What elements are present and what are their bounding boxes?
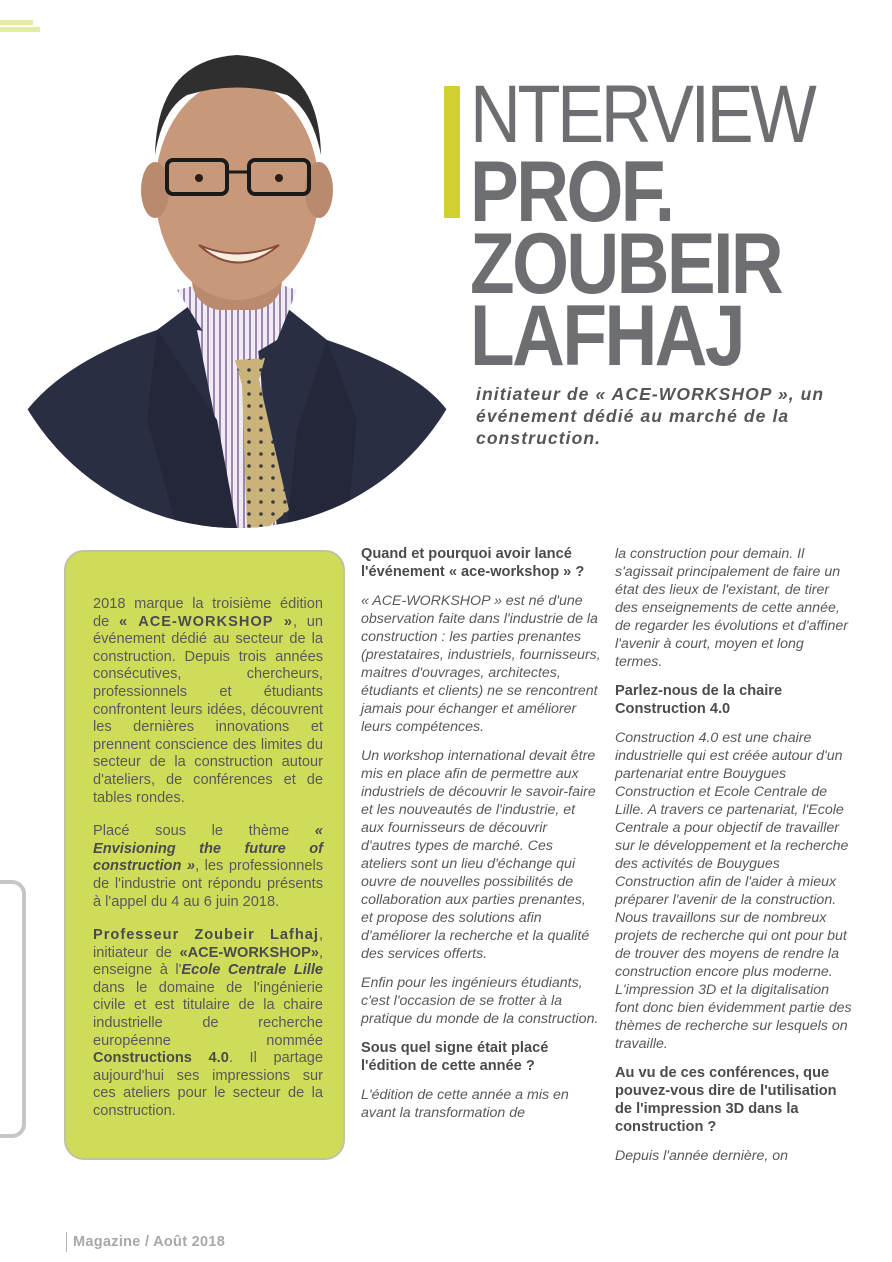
answer-4-paragraph-1: Depuis l'année dernière, on: [615, 1148, 789, 1164]
title-accent-bar: [444, 86, 460, 218]
intro-paragraph-3: Professeur Zoubeir Lafhaj, initiateur de «ACE-WORKSHOP», enseigne à l'Ecole Centrale Lille dans le domaine de l'ingénierie civile et est titulaire de la chaire industrielle de recherche européenne nommée Constructions 4.0. Il partage aujourd'hui ses impressions sur ces ateliers pour le secteur de la construction.: [93, 927, 323, 1120]
event-name: « ACE-WORKSHOP »: [118, 613, 293, 630]
intro-box: [64, 550, 345, 1160]
school-name: Ecole Centrale Lille: [181, 962, 323, 979]
answer-1-paragraph-2: Un workshop international devait être mis en place afin de permettre aux industriels de découvrir le savoir-faire et les nouveautés de l'industrie, et aux fournisseurs de découvrir d'autres types de marché. Ces ateliers sont un lieu d'échange qui ouvre de nouvelles possibilités de collaboration aux parties prenantes, et propose des solutions afin d'améliorer la recherche et la qualité des services offerts.: [361, 748, 596, 962]
question-1: Quand et pourquoi avoir lancé l'événement « ace-workshop » ?: [361, 546, 585, 580]
question-3: Parlez-nous de la chaire Construction 4.0: [615, 683, 783, 717]
page-title: [470, 69, 869, 384]
subtitle: initiateur de « ACE-WORKSHOP », un événement dédié au marché de la construction.: [476, 384, 825, 448]
professor-name: Professeur Zoubeir Lafhaj: [93, 927, 319, 944]
decor-line: [0, 27, 40, 32]
decorative-lines: [0, 20, 40, 34]
article-column-1: [361, 545, 601, 1133]
answer-1-paragraph-3: Enfin pour les ingénieurs étudiants, c'est l'occasion de se frotter à la pratique du monde de la construction.: [361, 975, 599, 1027]
portrait-photo: [27, 40, 447, 528]
question-2: Sous quel signe était placé l'édition de cette année ?: [361, 1040, 549, 1074]
article-column-2: [615, 545, 855, 1176]
theme-name: « Envisioning the future of construction »: [93, 823, 323, 875]
decor-line: [0, 20, 33, 25]
title-first-name: ZOUBEIR: [470, 216, 782, 312]
title-last-name: LAFHAJ: [470, 288, 744, 384]
question-4: Au vu de ces conférences, que pouvez-vous dire de l'utilisation de l'impression 3D dans la construction ?: [615, 1065, 837, 1135]
answer-2-paragraph-1-end: la construction pour demain. Il s'agissait principalement de faire un état des lieux de l'existant, de tirer des enseignements de cette année, de regarder les évolutions et d'affiner l'avenir à court, moyen et long termes.: [615, 546, 848, 670]
answer-3-paragraph-1: Construction 4.0 est une chaire industrielle qui est créée autour d'un partenariat entre Bouygues Construction et Ecole Centrale de Lille. A travers ce partenariat, l'Ecole Centrale a pour objectif de travailler sur le développement et la recherche des activités de Bouygues Construction afin de l'aider à mieux préparer l'avenir de la construction. Nous travaillons sur de nombreux projets de recherche qui ont pour but de trouver des moyens de rendre la construction encore plus moderne. L'impression 3D et la digitalisation font donc bien évidemment partie des thèmes de recherche sur lesquels on travaille.: [615, 730, 852, 1052]
title-interview: NTERVIEW: [470, 69, 814, 160]
intro-paragraph-2: Placé sous le thème « Envisioning the future of construction », les professionnels de l'industrie ont répondu présents à l'appel du 4 au 6 juin 2018.: [93, 823, 323, 910]
title-prof: PROF.: [470, 144, 673, 240]
answer-2-paragraph-1-start: L'édition de cette année a mis en avant la transformation de: [361, 1087, 569, 1121]
side-bracket-decor: [0, 880, 26, 1138]
intro-paragraph-1: 2018 marque la troisième édition de « ACE-WORKSHOP », un événement dédié au secteur de la construction. Depuis trois années consécutives, chercheurs, professionnels et étudiants confrontent leurs idées, découvrent les dernières innovations et prennent conscience des limites du secteur de la construction autour d'ateliers, de conférences et de tables rondes.: [93, 596, 323, 806]
page-footer: Magazine / Août 2018: [66, 1232, 225, 1252]
chair-name: Constructions 4.0: [93, 1050, 229, 1067]
answer-1-paragraph-1: « ACE-WORKSHOP » est né d'une observation faite dans l'industrie de la construction : les parties prenantes (prestataires, industriels, fournisseurs, maitres d'ouvrages, architectes, étudiants et clients) ne se rencontrent jamais pour échanger et améliorer leurs compétences.: [361, 593, 601, 735]
